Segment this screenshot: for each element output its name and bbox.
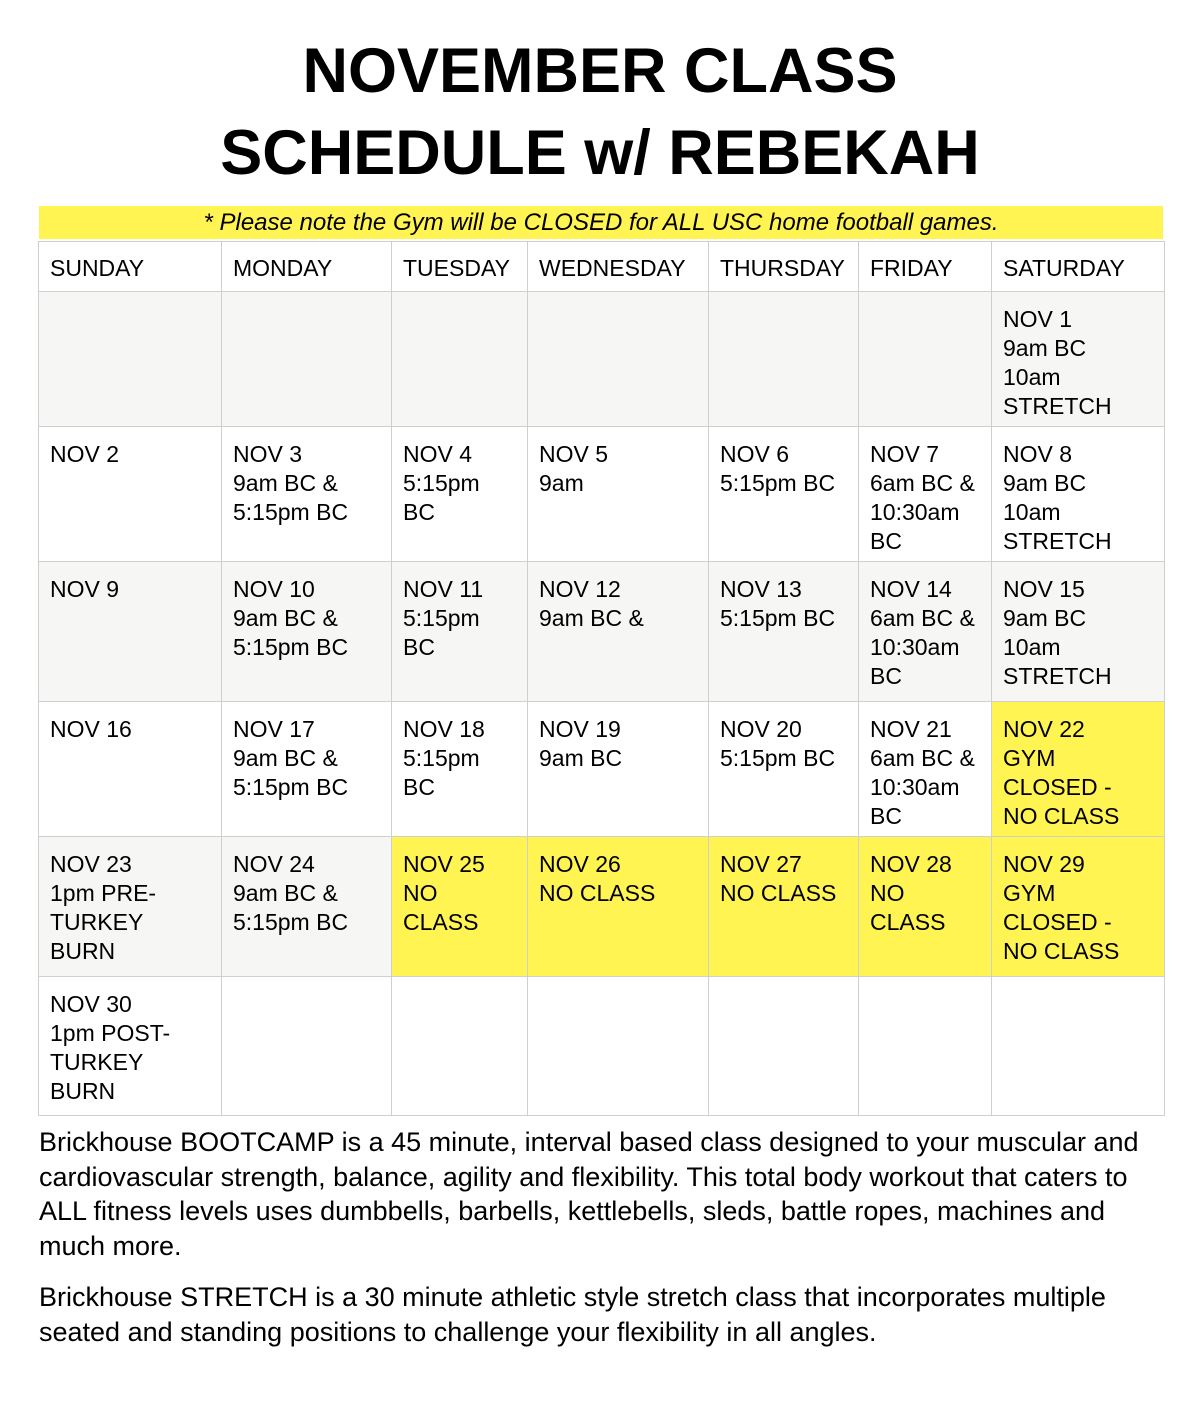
day-cell-nov-15: NOV 15 9am BC 10am STRETCH bbox=[992, 562, 1165, 702]
day-cell-nov-22: NOV 22 GYM CLOSED - NO CLASS bbox=[992, 702, 1165, 837]
week-row-2 bbox=[39, 427, 1165, 562]
header-monday: MONDAY bbox=[222, 242, 392, 292]
day-cell bbox=[709, 292, 859, 427]
week-row-6 bbox=[39, 977, 1165, 1116]
header-saturday: SATURDAY bbox=[992, 242, 1165, 292]
day-cell-nov-14: NOV 14 6am BC & 10:30am BC bbox=[859, 562, 992, 702]
week-row-1 bbox=[39, 292, 1165, 427]
day-cell-nov-10: NOV 10 9am BC & 5:15pm BC bbox=[222, 562, 392, 702]
week-row-3 bbox=[39, 562, 1165, 702]
day-cell-nov-6: NOV 6 5:15pm BC bbox=[709, 427, 859, 562]
day-cell bbox=[392, 977, 528, 1116]
day-cell bbox=[528, 292, 709, 427]
stretch-description: Brickhouse STRETCH is a 30 minute athletic style stretch class that incorporates multiple seated and standing positions to challenge your flexibility in all angles. bbox=[39, 1282, 1106, 1347]
week-row-5 bbox=[39, 837, 1165, 977]
day-cell-nov-11: NOV 11 5:15pm BC bbox=[392, 562, 528, 702]
day-cell-nov-25: NOV 25 NO CLASS bbox=[392, 837, 528, 977]
day-cell-nov-8: NOV 8 9am BC 10am STRETCH bbox=[992, 427, 1165, 562]
day-cell-nov-23: NOV 23 1pm PRE- TURKEY BURN bbox=[39, 837, 222, 977]
day-cell-nov-7: NOV 7 6am BC & 10:30am BC bbox=[859, 427, 992, 562]
bootcamp-description: Brickhouse BOOTCAMP is a 45 minute, interval based class designed to your muscular and cardiovascular strength, balance, agility and flexibility. This total body workout that caters to ALL fitness levels uses dumbbells, barbells, kettlebells, sleds, battle ropes, machines and much more. bbox=[39, 1127, 1139, 1261]
day-cell bbox=[528, 977, 709, 1116]
day-cell bbox=[392, 292, 528, 427]
day-cell-nov-4: NOV 4 5:15pm BC bbox=[392, 427, 528, 562]
header-thursday: THURSDAY bbox=[709, 242, 859, 292]
day-cell-nov-1: NOV 1 9am BC 10am STRETCH bbox=[992, 292, 1165, 427]
page-title bbox=[0, 30, 1200, 194]
day-cell-nov-29: NOV 29 GYM CLOSED - NO CLASS bbox=[992, 837, 1165, 977]
day-cell bbox=[222, 292, 392, 427]
title-line-2: SCHEDULE w/ REBEKAH bbox=[220, 118, 980, 188]
weekday-header-row bbox=[39, 242, 1165, 292]
day-cell-nov-12: NOV 12 9am BC & bbox=[528, 562, 709, 702]
day-cell-nov-16: NOV 16 bbox=[39, 702, 222, 837]
day-cell-nov-9: NOV 9 bbox=[39, 562, 222, 702]
day-cell-nov-17: NOV 17 9am BC & 5:15pm BC bbox=[222, 702, 392, 837]
title-line-1: NOVEMBER CLASS bbox=[302, 36, 898, 106]
day-cell-nov-24: NOV 24 9am BC & 5:15pm BC bbox=[222, 837, 392, 977]
day-cell-nov-20: NOV 20 5:15pm BC bbox=[709, 702, 859, 837]
day-cell-nov-3: NOV 3 9am BC & 5:15pm BC bbox=[222, 427, 392, 562]
header-friday: FRIDAY bbox=[859, 242, 992, 292]
day-cell bbox=[709, 977, 859, 1116]
day-cell bbox=[39, 292, 222, 427]
class-calendar bbox=[38, 241, 1165, 1116]
day-cell-nov-28: NOV 28 NO CLASS bbox=[859, 837, 992, 977]
day-cell-nov-21: NOV 21 6am BC & 10:30am BC bbox=[859, 702, 992, 837]
day-cell-nov-5: NOV 5 9am bbox=[528, 427, 709, 562]
day-cell-nov-18: NOV 18 5:15pm BC bbox=[392, 702, 528, 837]
day-cell bbox=[222, 977, 392, 1116]
day-cell-nov-27: NOV 27 NO CLASS bbox=[709, 837, 859, 977]
day-cell bbox=[859, 977, 992, 1116]
day-cell-nov-26: NOV 26 NO CLASS bbox=[528, 837, 709, 977]
header-tuesday: TUESDAY bbox=[392, 242, 528, 292]
day-cell-nov-13: NOV 13 5:15pm BC bbox=[709, 562, 859, 702]
week-row-4 bbox=[39, 702, 1165, 837]
day-cell-nov-2: NOV 2 bbox=[39, 427, 222, 562]
day-cell bbox=[992, 977, 1165, 1116]
closure-notice-banner: * Please note the Gym will be CLOSED for ALL USC home football games. bbox=[39, 206, 1163, 239]
header-wednesday: WEDNESDAY bbox=[528, 242, 709, 292]
day-cell bbox=[859, 292, 992, 427]
header-sunday: SUNDAY bbox=[39, 242, 222, 292]
day-cell-nov-19: NOV 19 9am BC bbox=[528, 702, 709, 837]
day-cell-nov-30: NOV 30 1pm POST- TURKEY BURN bbox=[39, 977, 222, 1116]
